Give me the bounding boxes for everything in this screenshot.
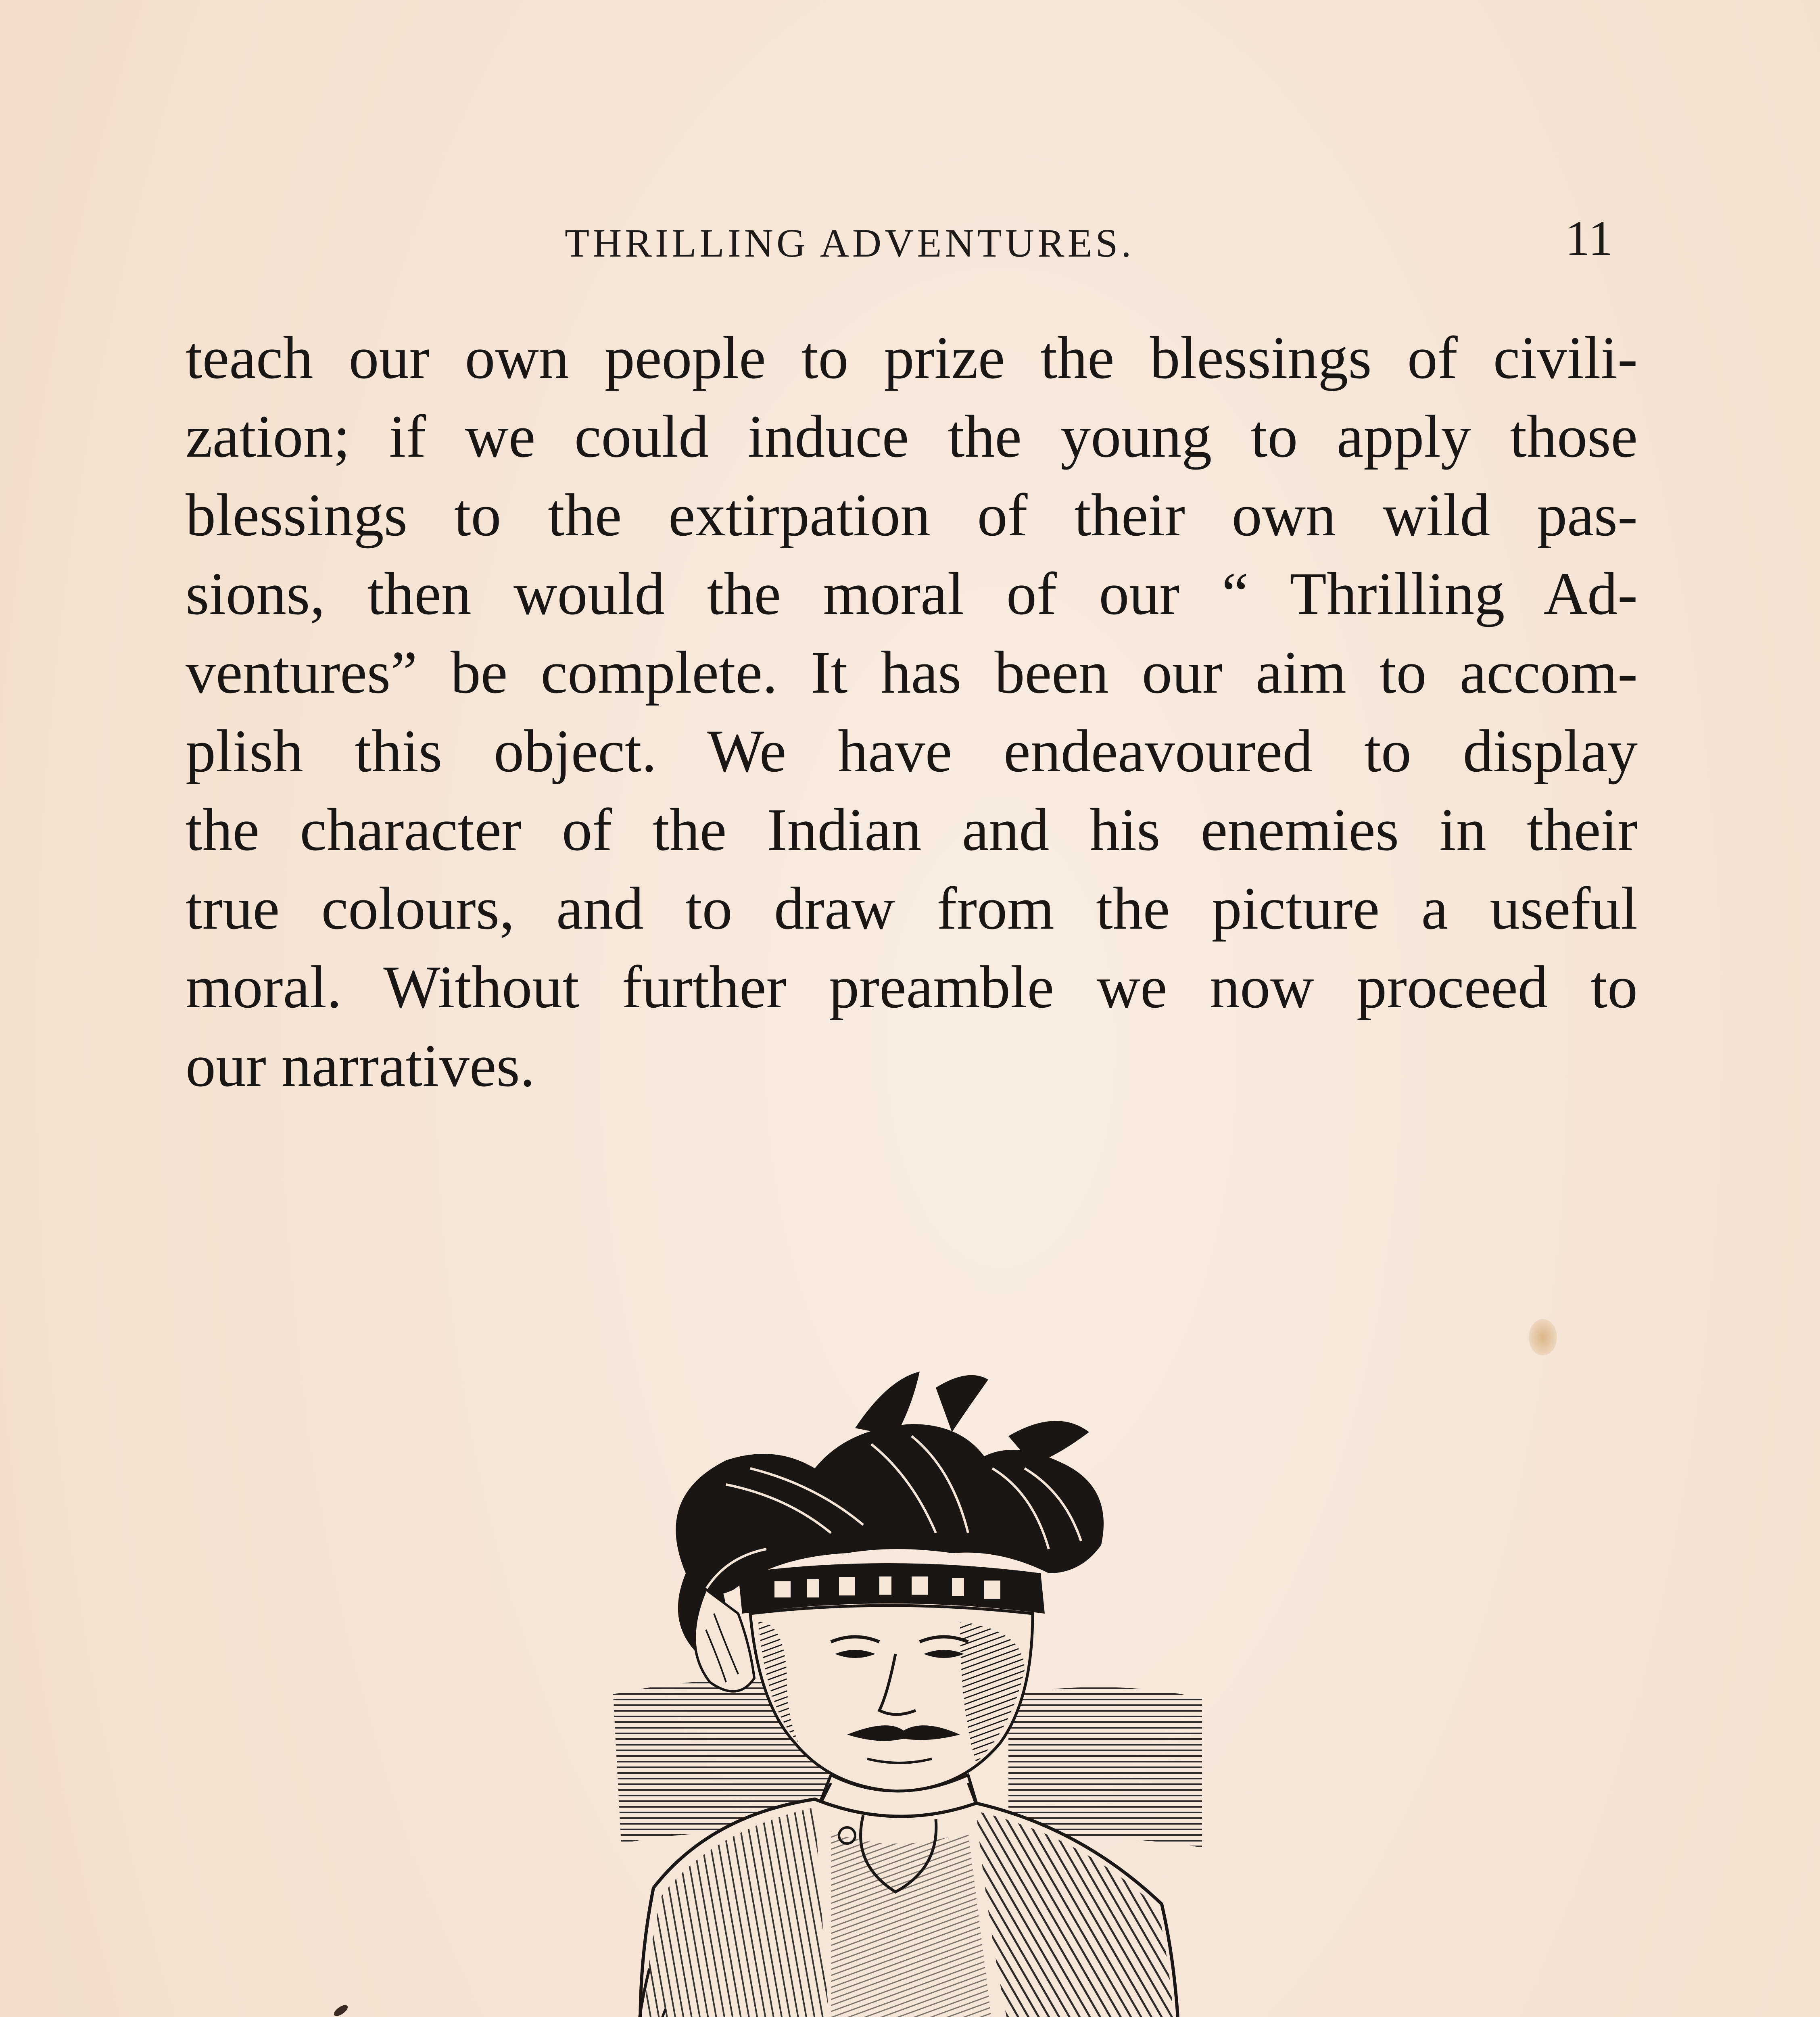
text-line: true colours, and to draw from the picture a useful xyxy=(186,875,1638,942)
text-line: blessings to the extirpation of their own wild pas- xyxy=(186,482,1638,549)
running-head: THRILLING ADVENTURES. xyxy=(565,221,1135,265)
text-line: plish this object. We have endeavoured to display xyxy=(186,718,1638,785)
text-line: our narratives. xyxy=(186,1032,535,1099)
page-number: 11 xyxy=(1565,211,1613,266)
text-line: teach our own people to prize the blessings of civili- xyxy=(186,324,1638,391)
text-line: ventures” be complete. It has been our aim to accom- xyxy=(186,639,1638,706)
portrait-engraving-icon xyxy=(605,1363,1218,2017)
text-line: the character of the Indian and his enemies in their xyxy=(186,796,1638,863)
body-paragraph xyxy=(186,319,1638,1105)
ink-speck xyxy=(332,2003,349,2017)
text-line: zation; if we could induce the young to apply those xyxy=(186,403,1638,470)
paper-stain xyxy=(1529,1319,1557,1355)
text-line: sions, then would the moral of our “ Thrilling Ad- xyxy=(186,560,1638,627)
text-line: moral. Without further preamble we now proceed to xyxy=(186,954,1638,1021)
